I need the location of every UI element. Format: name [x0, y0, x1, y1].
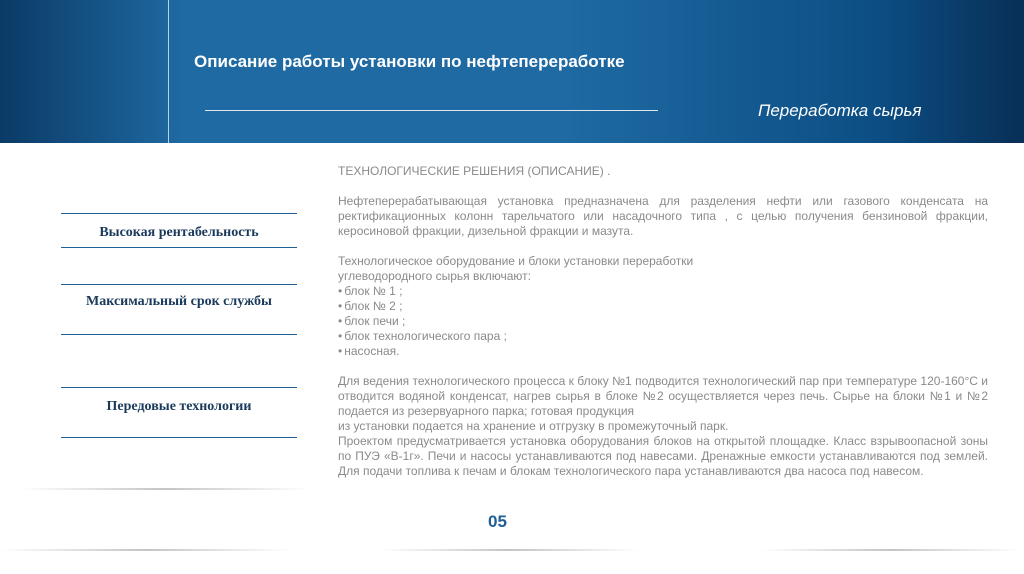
paragraph: Проектом предусматривается установка оборудования блоков на открытой площадке. Класс взрывоопасной зоны по ПУЭ «В-1г». Печи и насосы устанавливаются под навесами. Дренажные емкости устанавливаются под землей. Для подачи топлива к печам и блокам технологического пара устанавливаются два насоса под навесом. [338, 434, 988, 478]
paragraph: Технологическое оборудование и блоки установки переработки [338, 254, 694, 268]
sidebar-divider [61, 247, 297, 248]
description-text [338, 164, 988, 479]
sidebar-divider [61, 284, 297, 285]
sidebar-item-service-life: Максимальный срок службы [86, 294, 272, 309]
sidebar-divider [61, 387, 297, 388]
header-divider [168, 0, 169, 143]
sidebar-item-profitability: Высокая рентабельность [99, 225, 259, 240]
decorative-shadow [380, 549, 640, 551]
header-banner [0, 0, 1024, 143]
list-item: • блок технологического пара ; [338, 329, 988, 344]
paragraph: из установки подается на хранение и отгрузку в промежуточный парк. [338, 419, 729, 433]
page-number: 05 [488, 512, 507, 531]
list-item: • блок № 2 ; [338, 299, 988, 314]
paragraph: Нефтеперерабатывающая установка предназначена для разделения нефти или газового конденсата на ректификационных колонн тарельчатого или насадочного типа , с целью получения бензиновой фракции, керосиновой фракции, дизельной фракции и мазута. [338, 194, 988, 238]
page-title: Описание работы установки по нефтепереработке [194, 52, 625, 71]
page-subtitle: Переработка сырья [758, 101, 922, 120]
sidebar-item-technologies: Передовые технологии [106, 399, 252, 414]
sidebar-divider [61, 334, 297, 335]
decorative-shadow [760, 549, 1020, 551]
paragraph: Для ведения технологического процесса к блоку №1 подводится технологический пар при температуре 120-160°С и отводится водяной конденсат, нагрев сырья в блоке №2 осуществляется через печь. Сырье на блоки №1 и №2 подается из резервуарного парка; готовая продукция [338, 374, 988, 418]
decorative-shadow [20, 488, 310, 490]
paragraph: углеводородного сырья включают: [338, 269, 531, 283]
list-item: • блок печи ; [338, 314, 988, 329]
section-heading: ТЕХНОЛОГИЧЕСКИЕ РЕШЕНИЯ (ОПИСАНИЕ) . [338, 164, 611, 178]
title-underline [205, 110, 658, 111]
sidebar-divider [61, 437, 297, 438]
sidebar-divider [61, 213, 297, 214]
decorative-shadow [0, 549, 290, 551]
equipment-list [338, 284, 988, 359]
list-item: • насосная. [338, 344, 988, 359]
list-item: • блок № 1 ; [338, 284, 988, 299]
